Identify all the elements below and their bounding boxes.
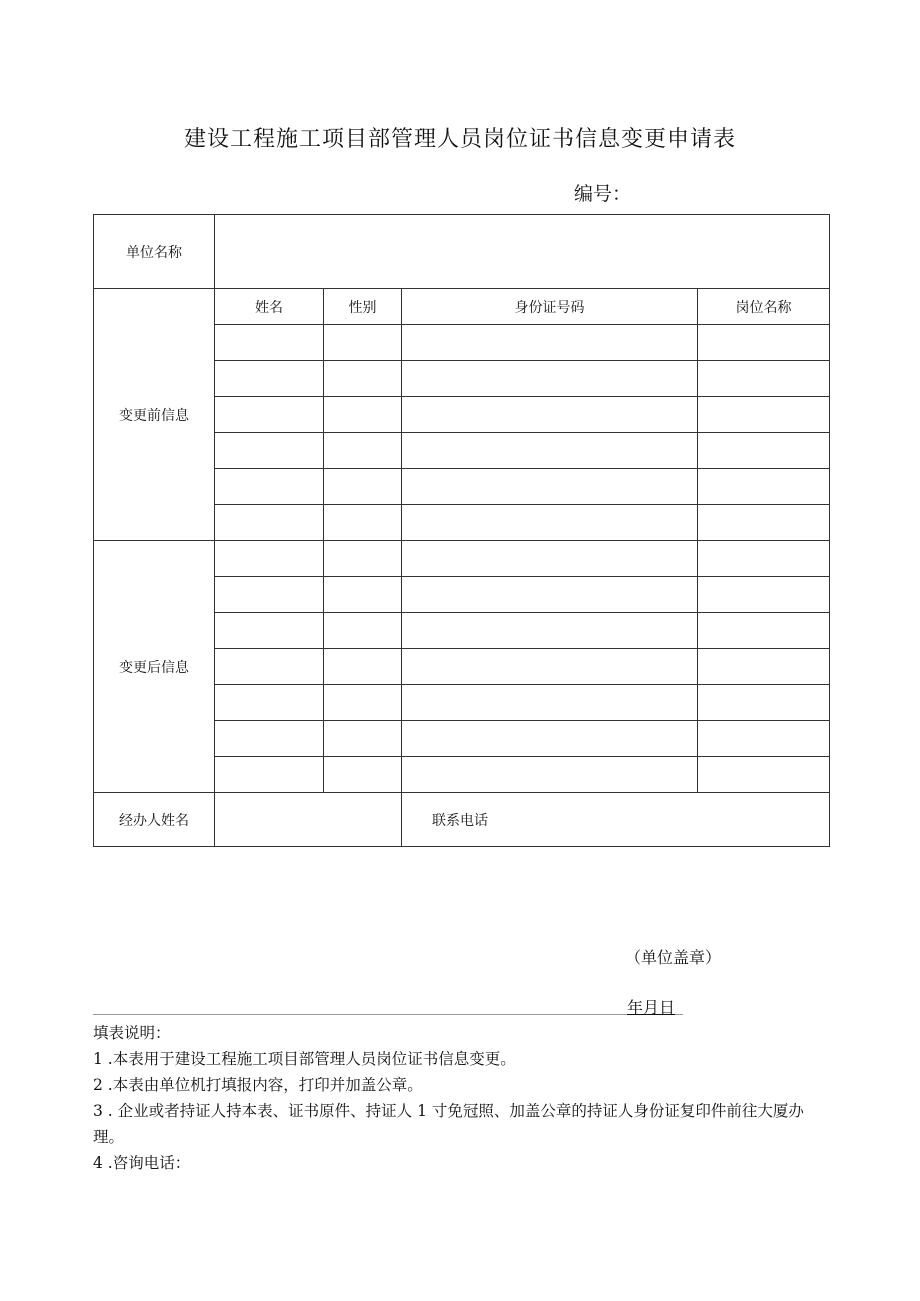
cell[interactable]: [698, 433, 830, 469]
before-info-label: 变更前信息: [94, 289, 215, 541]
cell[interactable]: [324, 397, 402, 433]
header-position: 岗位名称: [698, 289, 830, 325]
header-name: 姓名: [215, 289, 324, 325]
cell[interactable]: [324, 361, 402, 397]
cell[interactable]: [698, 397, 830, 433]
cell[interactable]: [215, 397, 324, 433]
cell[interactable]: [698, 325, 830, 361]
cell[interactable]: [402, 757, 698, 793]
cell[interactable]: [324, 433, 402, 469]
cell[interactable]: [402, 397, 698, 433]
cell[interactable]: [698, 469, 830, 505]
unit-name-label: 单位名称: [94, 215, 215, 289]
cell[interactable]: [402, 577, 698, 613]
cell[interactable]: [324, 541, 402, 577]
instructions-heading: 填表说明：: [93, 1024, 171, 1042]
cell[interactable]: [698, 541, 830, 577]
header-id-number: 身份证号码: [402, 289, 698, 325]
cell[interactable]: [215, 541, 324, 577]
cell[interactable]: [215, 433, 324, 469]
unit-name-field[interactable]: [215, 215, 830, 289]
handler-name-label: 经办人姓名: [94, 793, 215, 847]
cell[interactable]: [402, 613, 698, 649]
cell[interactable]: [215, 577, 324, 613]
cell[interactable]: [698, 721, 830, 757]
cell[interactable]: [698, 613, 830, 649]
cell[interactable]: [698, 505, 830, 541]
cell[interactable]: [215, 757, 324, 793]
cell[interactable]: [402, 649, 698, 685]
handler-name-field[interactable]: [215, 793, 402, 847]
cell[interactable]: [215, 721, 324, 757]
header-gender: 性别: [324, 289, 402, 325]
cell[interactable]: [402, 721, 698, 757]
cell[interactable]: [698, 361, 830, 397]
cell[interactable]: [215, 613, 324, 649]
instruction-item: 2 .本表由单位机打填报内容，打印并加盖公章。: [93, 1076, 423, 1094]
change-request-table: [93, 214, 830, 847]
after-info-label: 变更后信息: [94, 541, 215, 793]
cell[interactable]: [215, 685, 324, 721]
cell[interactable]: [324, 613, 402, 649]
date-label: 年月日: [627, 998, 676, 1017]
cell[interactable]: [402, 469, 698, 505]
after-row: [94, 541, 830, 577]
cell[interactable]: [698, 757, 830, 793]
cell[interactable]: [215, 649, 324, 685]
cell[interactable]: [324, 721, 402, 757]
cell[interactable]: [324, 685, 402, 721]
cell[interactable]: [698, 577, 830, 613]
contact-phone-label: 联系电话: [402, 793, 830, 847]
cell[interactable]: [324, 469, 402, 505]
cell[interactable]: [324, 649, 402, 685]
instruction-item: 4 .咨询电话：: [93, 1154, 191, 1172]
unit-seal-label: （单位盖章）: [625, 948, 722, 967]
cell[interactable]: [215, 361, 324, 397]
cell[interactable]: [698, 649, 830, 685]
cell[interactable]: [402, 685, 698, 721]
form-title: 建设工程施工项目部管理人员岗位证书信息变更申请表: [183, 127, 736, 152]
cell[interactable]: [215, 325, 324, 361]
signature-line: [93, 1014, 683, 1015]
instruction-item: 3 . 企业或者持证人持本表、证书原件、持证人 1 寸免冠照、加盖公章的持证人身份证复印件前往大厦办理。: [93, 1102, 804, 1146]
cell[interactable]: [324, 577, 402, 613]
cell[interactable]: [402, 325, 698, 361]
cell[interactable]: [402, 361, 698, 397]
cell[interactable]: [324, 325, 402, 361]
cell[interactable]: [324, 505, 402, 541]
cell[interactable]: [698, 685, 830, 721]
instruction-item: 1 .本表用于建设工程施工项目部管理人员岗位证书信息变更。: [93, 1050, 516, 1068]
serial-number-label: 编号：: [574, 183, 632, 205]
cell[interactable]: [215, 505, 324, 541]
cell[interactable]: [324, 757, 402, 793]
cell[interactable]: [402, 505, 698, 541]
cell[interactable]: [215, 469, 324, 505]
cell[interactable]: [402, 541, 698, 577]
cell[interactable]: [402, 433, 698, 469]
filling-instructions: [93, 1020, 833, 1176]
